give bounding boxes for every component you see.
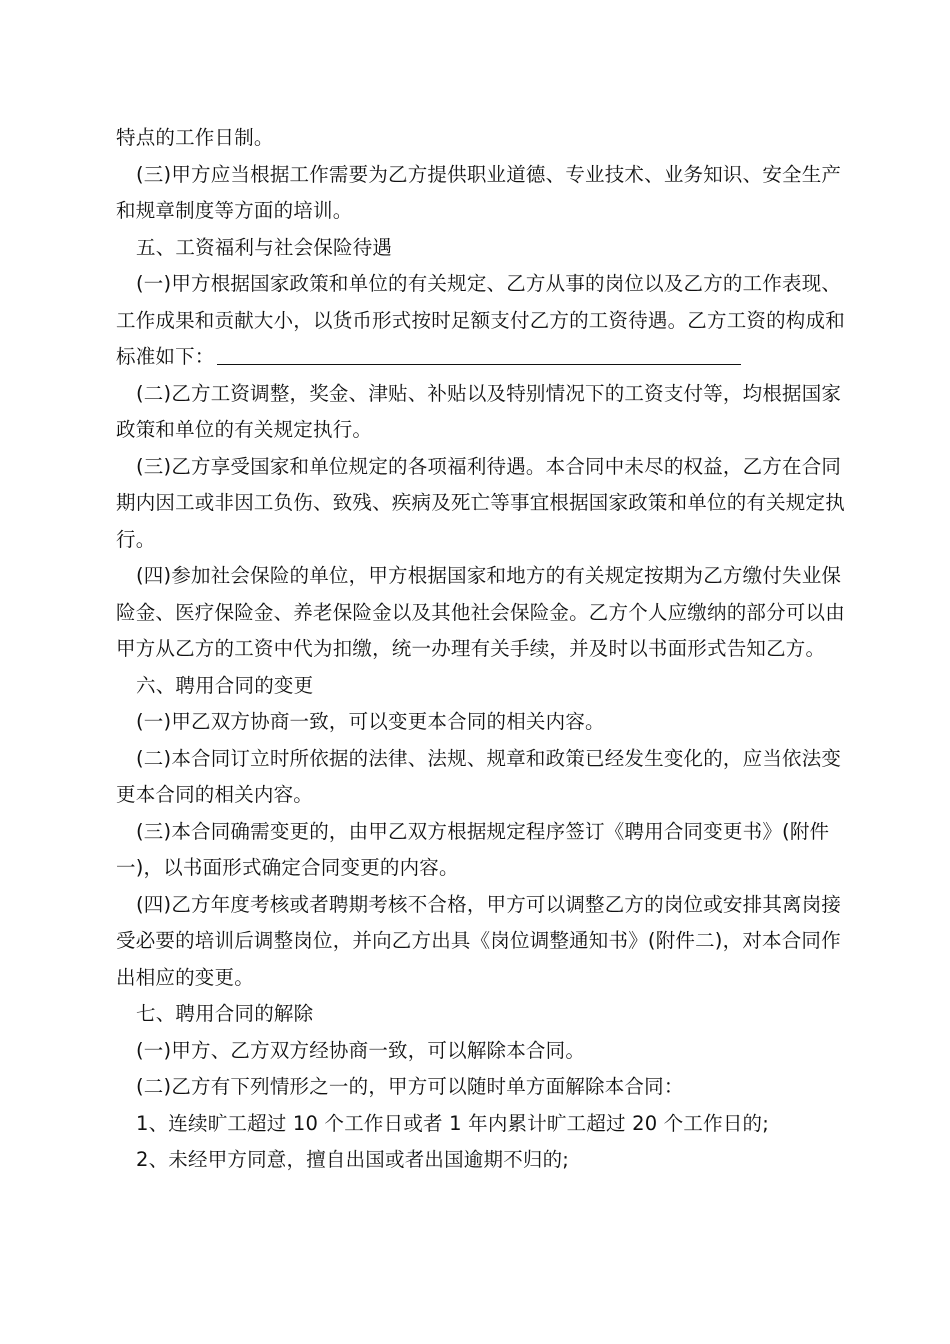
- line-text: (二)乙方有下列情形之一的，甲方可以随时单方面解除本合同：: [136, 1075, 684, 1098]
- line-text: 六、聘用合同的变更: [136, 673, 314, 697]
- text-line: [116, 996, 836, 1033]
- text-line: [116, 777, 836, 814]
- text-line: [116, 303, 845, 340]
- line-text: 更本合同的相关内容。: [116, 783, 314, 806]
- text-line: [116, 230, 836, 267]
- line-text: (三)甲方应当根据工作需要为乙方提供职业道德、专业技术、业务知识、安全生产: [136, 162, 842, 186]
- text-line: [116, 850, 836, 887]
- line-text: 甲方从乙方的工资中代为扣缴，统一办理有关手续，并及时以书面形式告知乙方。: [116, 637, 826, 660]
- text-line: [116, 1142, 836, 1179]
- text-line: [116, 960, 836, 997]
- text-line: [116, 485, 845, 522]
- line-text: 出相应的变更。: [116, 965, 254, 989]
- line-text: 和规章制度等方面的培训。: [116, 199, 353, 222]
- line-text: (四)参加社会保险的单位，甲方根据国家和地方的有关规定按期为乙方缴付失业保: [136, 564, 842, 587]
- line-text: 一)，以书面形式确定合同变更的内容。: [116, 856, 459, 879]
- text-line: [116, 266, 842, 303]
- text-line: [116, 923, 841, 960]
- text-line: [116, 741, 842, 778]
- line-text: 受必要的培训后调整岗位，并向乙方出具《岗位调整通知书》(附件二)，对本合同作: [116, 929, 841, 952]
- text-line: [116, 1106, 836, 1143]
- text-line: [116, 668, 836, 705]
- text-line: [116, 1069, 836, 1106]
- text-line: [116, 120, 836, 157]
- fill-in-blank: [217, 342, 741, 365]
- line-text: 险金、医疗保险金、养老保险金以及其他社会保险金。乙方个人应缴纳的部分可以由: [116, 600, 845, 624]
- line-text: 1、连续旷工超过 10 个工作日或者 1 年内累计旷工超过 20 个工作日的;: [136, 1111, 769, 1135]
- line-text: 七、聘用合同的解除: [136, 1002, 314, 1025]
- line-text: (一)甲方、乙方双方经协商一致，可以解除本合同。: [136, 1038, 586, 1062]
- line-text: (三)乙方享受国家和单位规定的各项福利待遇。本合同中未尽的权益，乙方在合同: [136, 454, 842, 478]
- text-line: [116, 522, 836, 559]
- text-line: [116, 449, 842, 486]
- text-line: [116, 704, 836, 741]
- text-line: [116, 376, 842, 413]
- text-line: [116, 157, 842, 194]
- text-line: [116, 412, 836, 449]
- text-line: [116, 1033, 836, 1070]
- text-line: [116, 814, 836, 851]
- text-line: [116, 193, 836, 230]
- text-line: [116, 339, 836, 376]
- line-text: (一)甲乙双方协商一致，可以变更本合同的相关内容。: [136, 710, 605, 733]
- line-text: (四)乙方年度考核或者聘期考核不合格，甲方可以调整乙方的岗位或安排其离岗接: [136, 892, 842, 916]
- line-text: 2、未经甲方同意，擅自出国或者出国逾期不归的;: [136, 1148, 570, 1171]
- text-line: [116, 887, 842, 924]
- line-text: 行。: [116, 527, 156, 551]
- document-body: [116, 120, 845, 1179]
- line-text: 期内因工或非因工负伤、致残、疾病及死亡等事宜根据国家政策和单位的有关规定执: [116, 491, 845, 514]
- line-text: (二)乙方工资调整，奖金、津贴、补贴以及特别情况下的工资支付等，均根据国家: [136, 381, 842, 405]
- text-line: [116, 631, 836, 668]
- line-text: (三)本合同确需变更的，由甲乙双方根据规定程序签订《聘用合同变更书》(附件: [136, 819, 830, 843]
- line-text: 五、工资福利与社会保险待遇: [136, 235, 393, 259]
- line-text: 标准如下：: [116, 345, 215, 368]
- line-text: 工作成果和贡献大小，以货币形式按时足额支付乙方的工资待遇。乙方工资的构成和: [116, 308, 845, 332]
- line-text: 政策和单位的有关规定执行。: [116, 418, 373, 441]
- text-line: [116, 558, 842, 595]
- line-text: 特点的工作日制。: [116, 126, 274, 149]
- text-line: [116, 595, 845, 632]
- line-text: (二)本合同订立时所依据的法律、法规、规章和政策已经发生变化的，应当依法变: [136, 746, 842, 770]
- line-text: (一)甲方根据国家政策和单位的有关规定、乙方从事的岗位以及乙方的工作表现、: [136, 272, 842, 295]
